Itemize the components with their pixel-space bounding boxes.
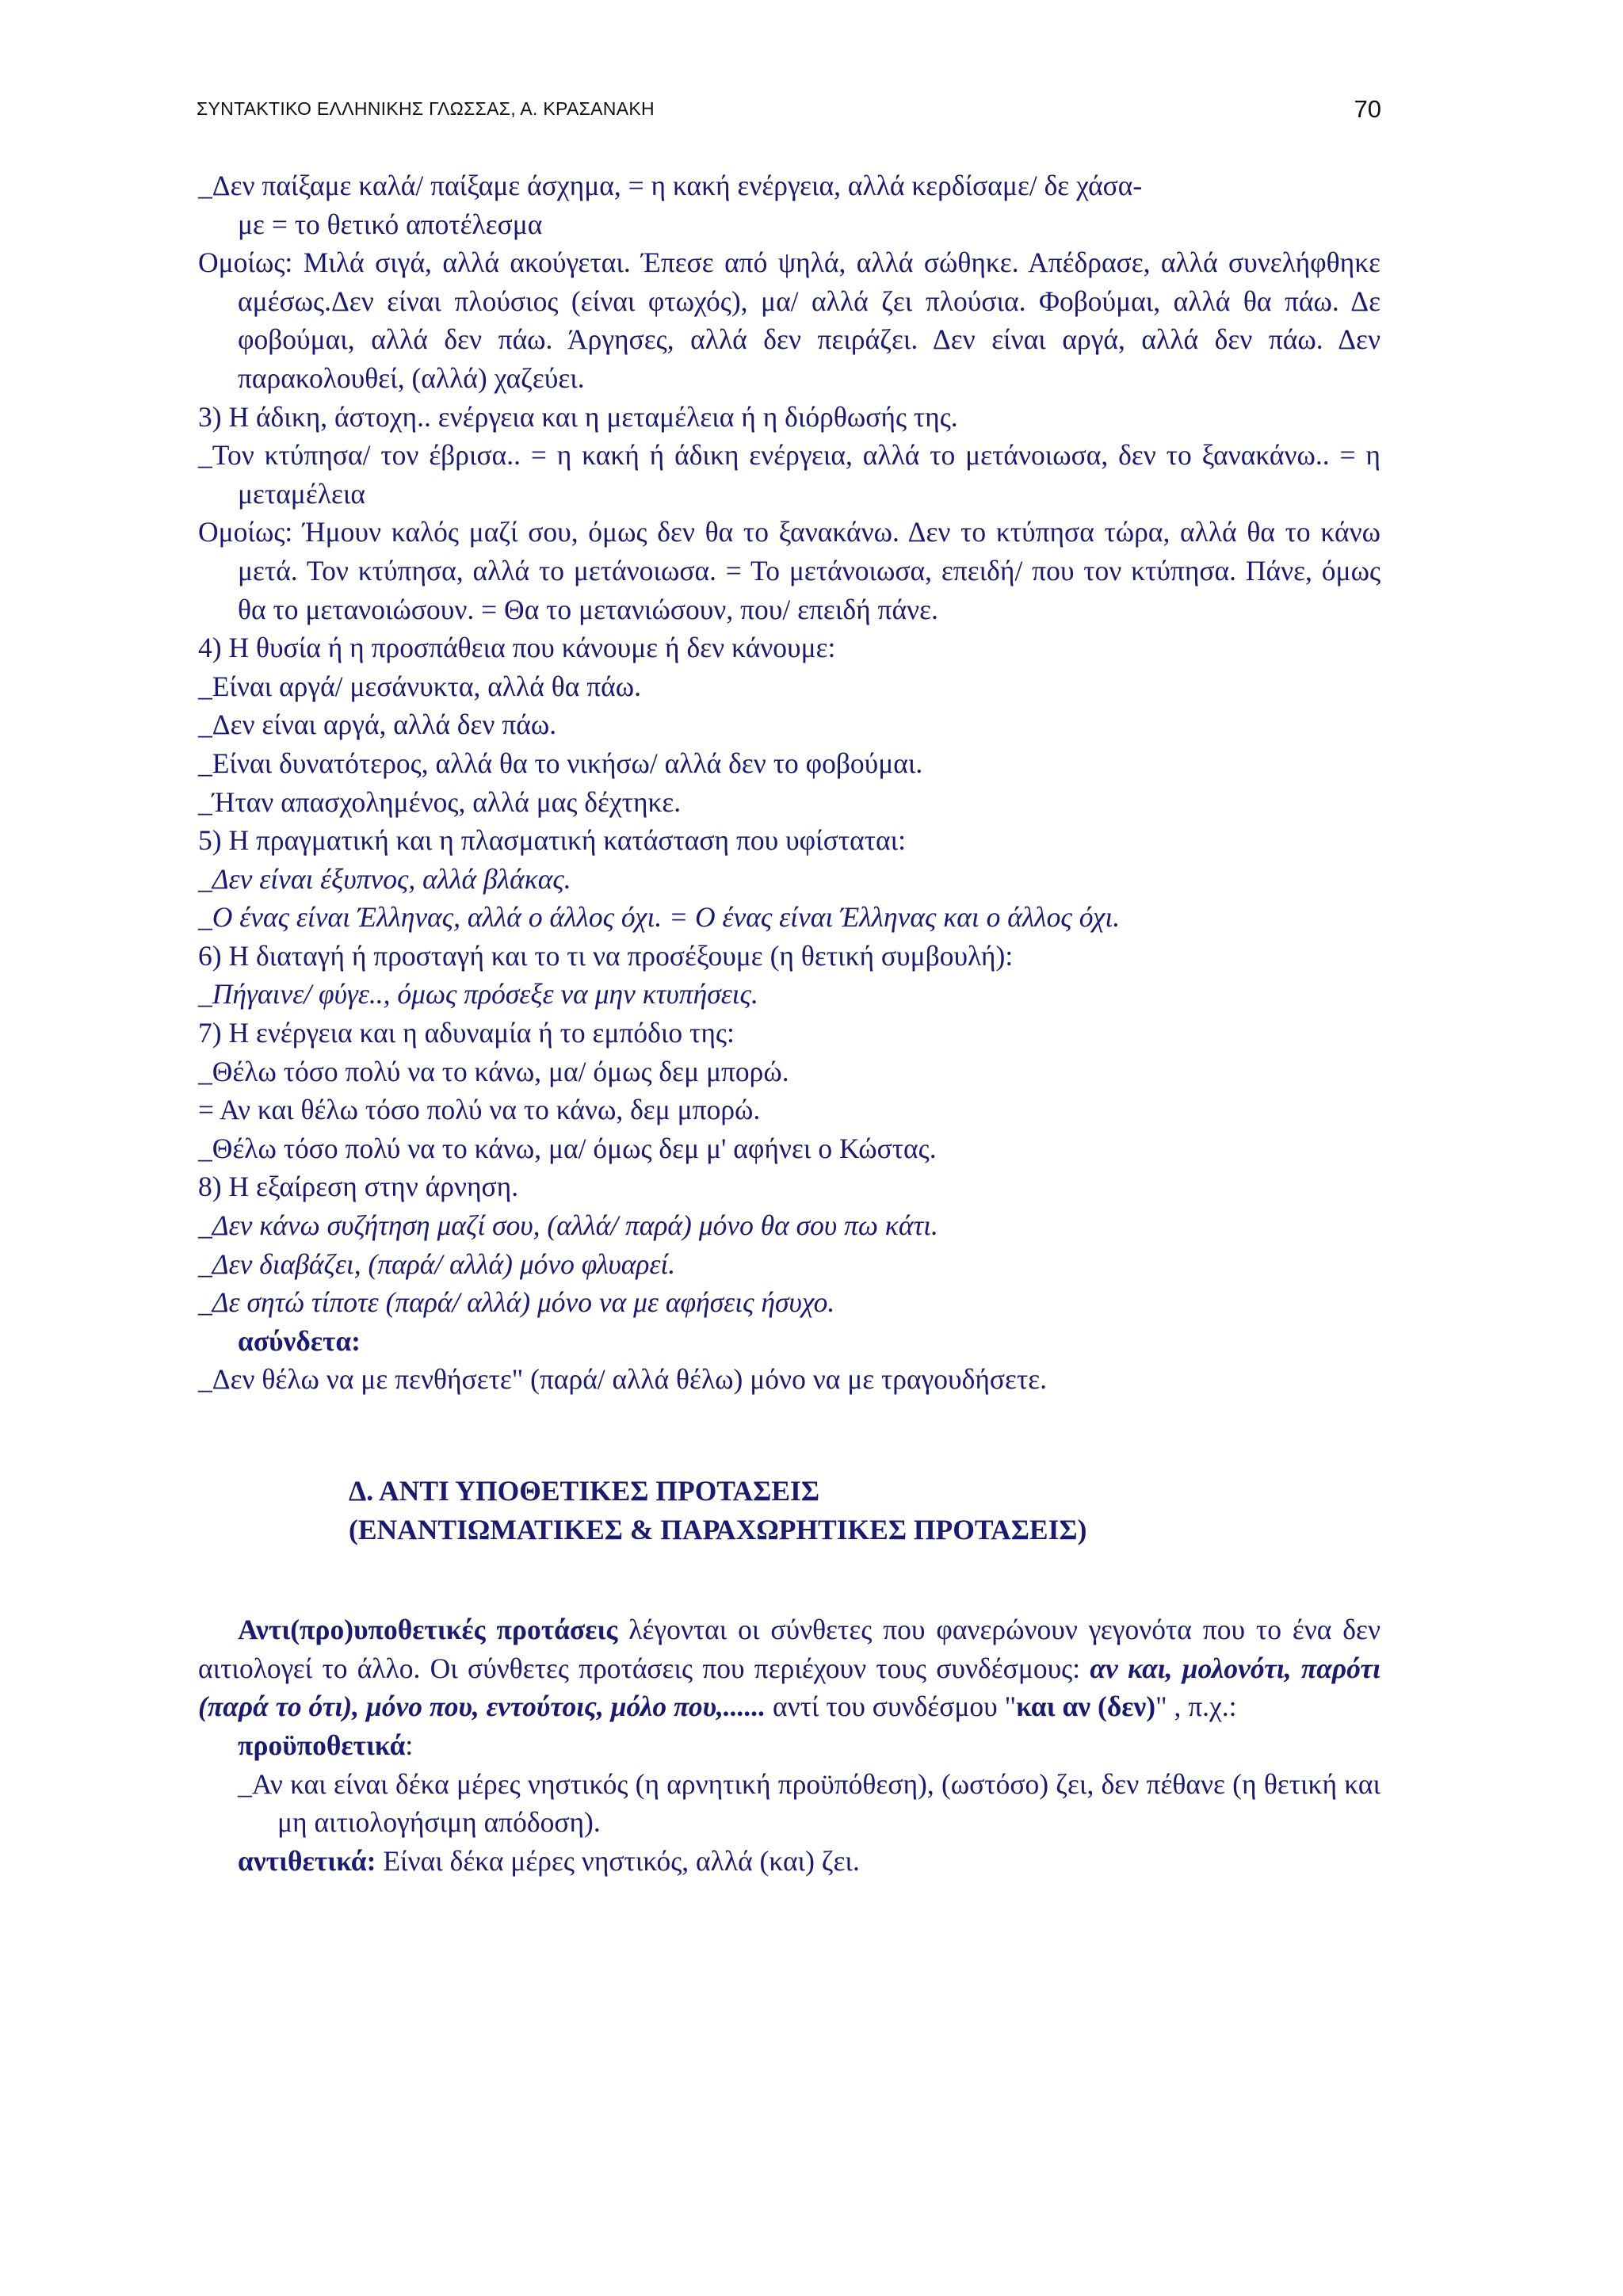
numbered-point-5: 5) Η πραγματική και η πλασματική κατάσταση που υφίσταται: [198, 824, 906, 857]
similar-examples-paragraph: Ομοίως: Μιλά σιγά, αλλά ακούγεται. Έπεσε από ψηλά, αλλά σώθηκε. Απέδρασε, αλλά συνελήφθηκε αμέσως.Δεν είναι πλούσιος (είναι φτωχός), μα/ αλλά ζει πλούσια. Φοβούμαι, αλλά θα πάω. Δε φοβούμαι, αλλά δεν πάω. Άργησες, αλλά δεν πειράζει. Δεν είναι αργά, αλλά δεν πάω. Δεν παρακολουθεί, (αλλά) χαζεύει. [198, 246, 1381, 394]
example-line: _Δεν είναι αργά, αλλά δεν πάω. [198, 709, 557, 741]
italic-example-line: _Δεν διαβάζει, (παρά/ αλλά) μόνο φλυαρεί. [198, 1247, 676, 1280]
example-line: _Αν και είναι δέκα μέρες νηστικός (η αρνητική προϋπόθεση), (ωστόσο) ζει, δεν πέθανε (η θετική και μη αιτιολογήσιμη απόδοση). [238, 1767, 1381, 1839]
example-line: _Δεν θέλω να με πενθήσετε" (παρά/ αλλά θέλω) μόνο να με τραγουδήσετε. [198, 1363, 1048, 1396]
conjunction-kai-an: και αν (δεν) [1016, 1690, 1156, 1723]
example-line: _Είναι αργά/ μεσάνυκτα, αλλά θα πάω. [198, 670, 641, 702]
italic-example-line: _Δε σητώ τίποτε (παρά/ αλλά) μόνο να με αφήσεις ήσυχο. [198, 1286, 835, 1319]
example-line-continued: με = το θετικό αποτέλεσμα [238, 208, 543, 240]
proypothetika-label-line [198, 1726, 1381, 1765]
definition-text: λέγονται οι σύνθετες που φανερώνουν γεγονότα που το ένα δεν αιτιολογεί το άλλο. Οι σύνθετες προτάσεις που περιέχουν τους συνδέσμους: [198, 1614, 1381, 1684]
italic-example-line: _Δεν κάνω συζήτηση μαζί σου, (αλλά/ παρά) μόνο θα σου πω κάτι. [198, 1209, 938, 1242]
example-line: _Θέλω τόσο πολύ να το κάνω, μα/ όμως δεμ μ' αφήνει ο Κώστας. [198, 1132, 937, 1164]
page-number: 70 [1354, 95, 1381, 123]
label-colon: : [405, 1729, 414, 1761]
proypothetika-label: προϋποθετικά [238, 1729, 406, 1761]
example-line: _Ήταν απασχολημένος, αλλά μας δέχτηκε. [198, 785, 682, 818]
section-gap [198, 1549, 1381, 1610]
definition-text: αντί του συνδέσμου " [766, 1690, 1017, 1723]
body-text [198, 166, 1381, 1880]
definition-paragraph [198, 1610, 1381, 1726]
italic-example-line: _Ο ένας είναι Έλληνας, αλλά ο άλλος όχι. = Ο ένας είναι Έλληνας και ο άλλος όχι. [198, 901, 1121, 934]
section-heading: Δ. ΑΝΤΙ ΥΠΟΘΕΤΙΚΕΣ ΠΡΟΤΑΣΕΙΣ [349, 1475, 820, 1507]
antithetika-label: αντιθετικά: [238, 1844, 376, 1877]
similar-examples-paragraph: Ομοίως: Ήμουν καλός μαζί σου, όμως δεν θα το ξανακάνω. Δεν το κτύπησα τώρα, αλλά θα το κάνω μετά. Τον κτύπησα, αλλά το μετάνοιωσα. = Το μετάνοιωσα, επειδή/ που τον κτύπησα. Πάνε, όμως θα το μετανοιώσουν. = Θα το μετανιώσουν, που/ επειδή πάνε. [198, 516, 1381, 625]
section-gap [198, 1399, 1381, 1472]
example-line: _Δεν παίξαμε καλά/ παίξαμε άσχημα, = η κακή ενέργεια, αλλά κερδίσαμε/ δε χάσα- [198, 170, 1143, 201]
example-line: _Θέλω τόσο πολύ να το κάνω, μα/ όμως δεμ μπορώ. [198, 1055, 789, 1087]
italic-example-line: _Πήγαινε/ φύγε.., όμως πρόσεξε να μην κτυπήσεις. [198, 978, 758, 1010]
numbered-point-6: 6) Η διαταγή ή προσταγή και το τι να προσέξουμε (η θετική συμβουλή): [198, 939, 1014, 972]
definition-text: " , π.χ.: [1155, 1690, 1237, 1723]
numbered-point-4: 4) Η θυσία ή η προσπάθεια που κάνουμε ή δεν κάνουμε: [198, 632, 836, 664]
conjunctions-list: αν και, μολονότι, παρότι (παρά το ότι), μόνο που, εντούτοις, μόλο που,...... [198, 1652, 1381, 1723]
asyndeta-label: ασύνδετα: [238, 1324, 361, 1357]
definition-term: Αντι(προ)υποθετικές προτάσεις [238, 1614, 618, 1646]
numbered-point-3: 3) Η άδικη, άστοχη.. ενέργεια και η μεταμέλεια ή η διόρθωσής της. [198, 400, 958, 433]
running-header-title: ΣΥΝΤΑΚΤΙΚΟ ΕΛΛΗΝΙΚΗΣ ΓΛΩΣΣΑΣ, Α. ΚΡΑΣΑΝΑΚΗ [197, 98, 655, 119]
section-subheading: (ΕΝΑΝΤΙΩΜΑΤΙΚΕΣ & ΠΑΡΑΧΩΡΗΤΙΚΕΣ ΠΡΟΤΑΣΕΙΣ) [349, 1513, 1087, 1545]
example-line: = Αν και θέλω τόσο πολύ να το κάνω, δεμ μπορώ. [198, 1094, 761, 1126]
example-line: _Είναι δυνατότερος, αλλά θα το νικήσω/ αλλά δεν το φοβούμαι. [198, 747, 923, 779]
antithetika-example: Είναι δέκα μέρες νηστικός, αλλά (και) ζει. [376, 1844, 860, 1877]
example-line: _Τον κτύπησα/ τον έβρισα.. = η κακή ή άδικη ενέργεια, αλλά το μετάνοιωσα, δεν το ξανακάνω.. = η μεταμέλεια [198, 439, 1381, 510]
antithetika-line [198, 1842, 1381, 1881]
page-header [197, 94, 1381, 125]
numbered-point-8: 8) Η εξαίρεση στην άρνηση. [198, 1171, 519, 1203]
numbered-point-7: 7) Η ενέργεια και η αδυναμία ή το εμπόδιο της: [198, 1017, 735, 1049]
italic-example-line: _Δεν είναι έξυπνος, αλλά βλάκας. [198, 862, 571, 895]
